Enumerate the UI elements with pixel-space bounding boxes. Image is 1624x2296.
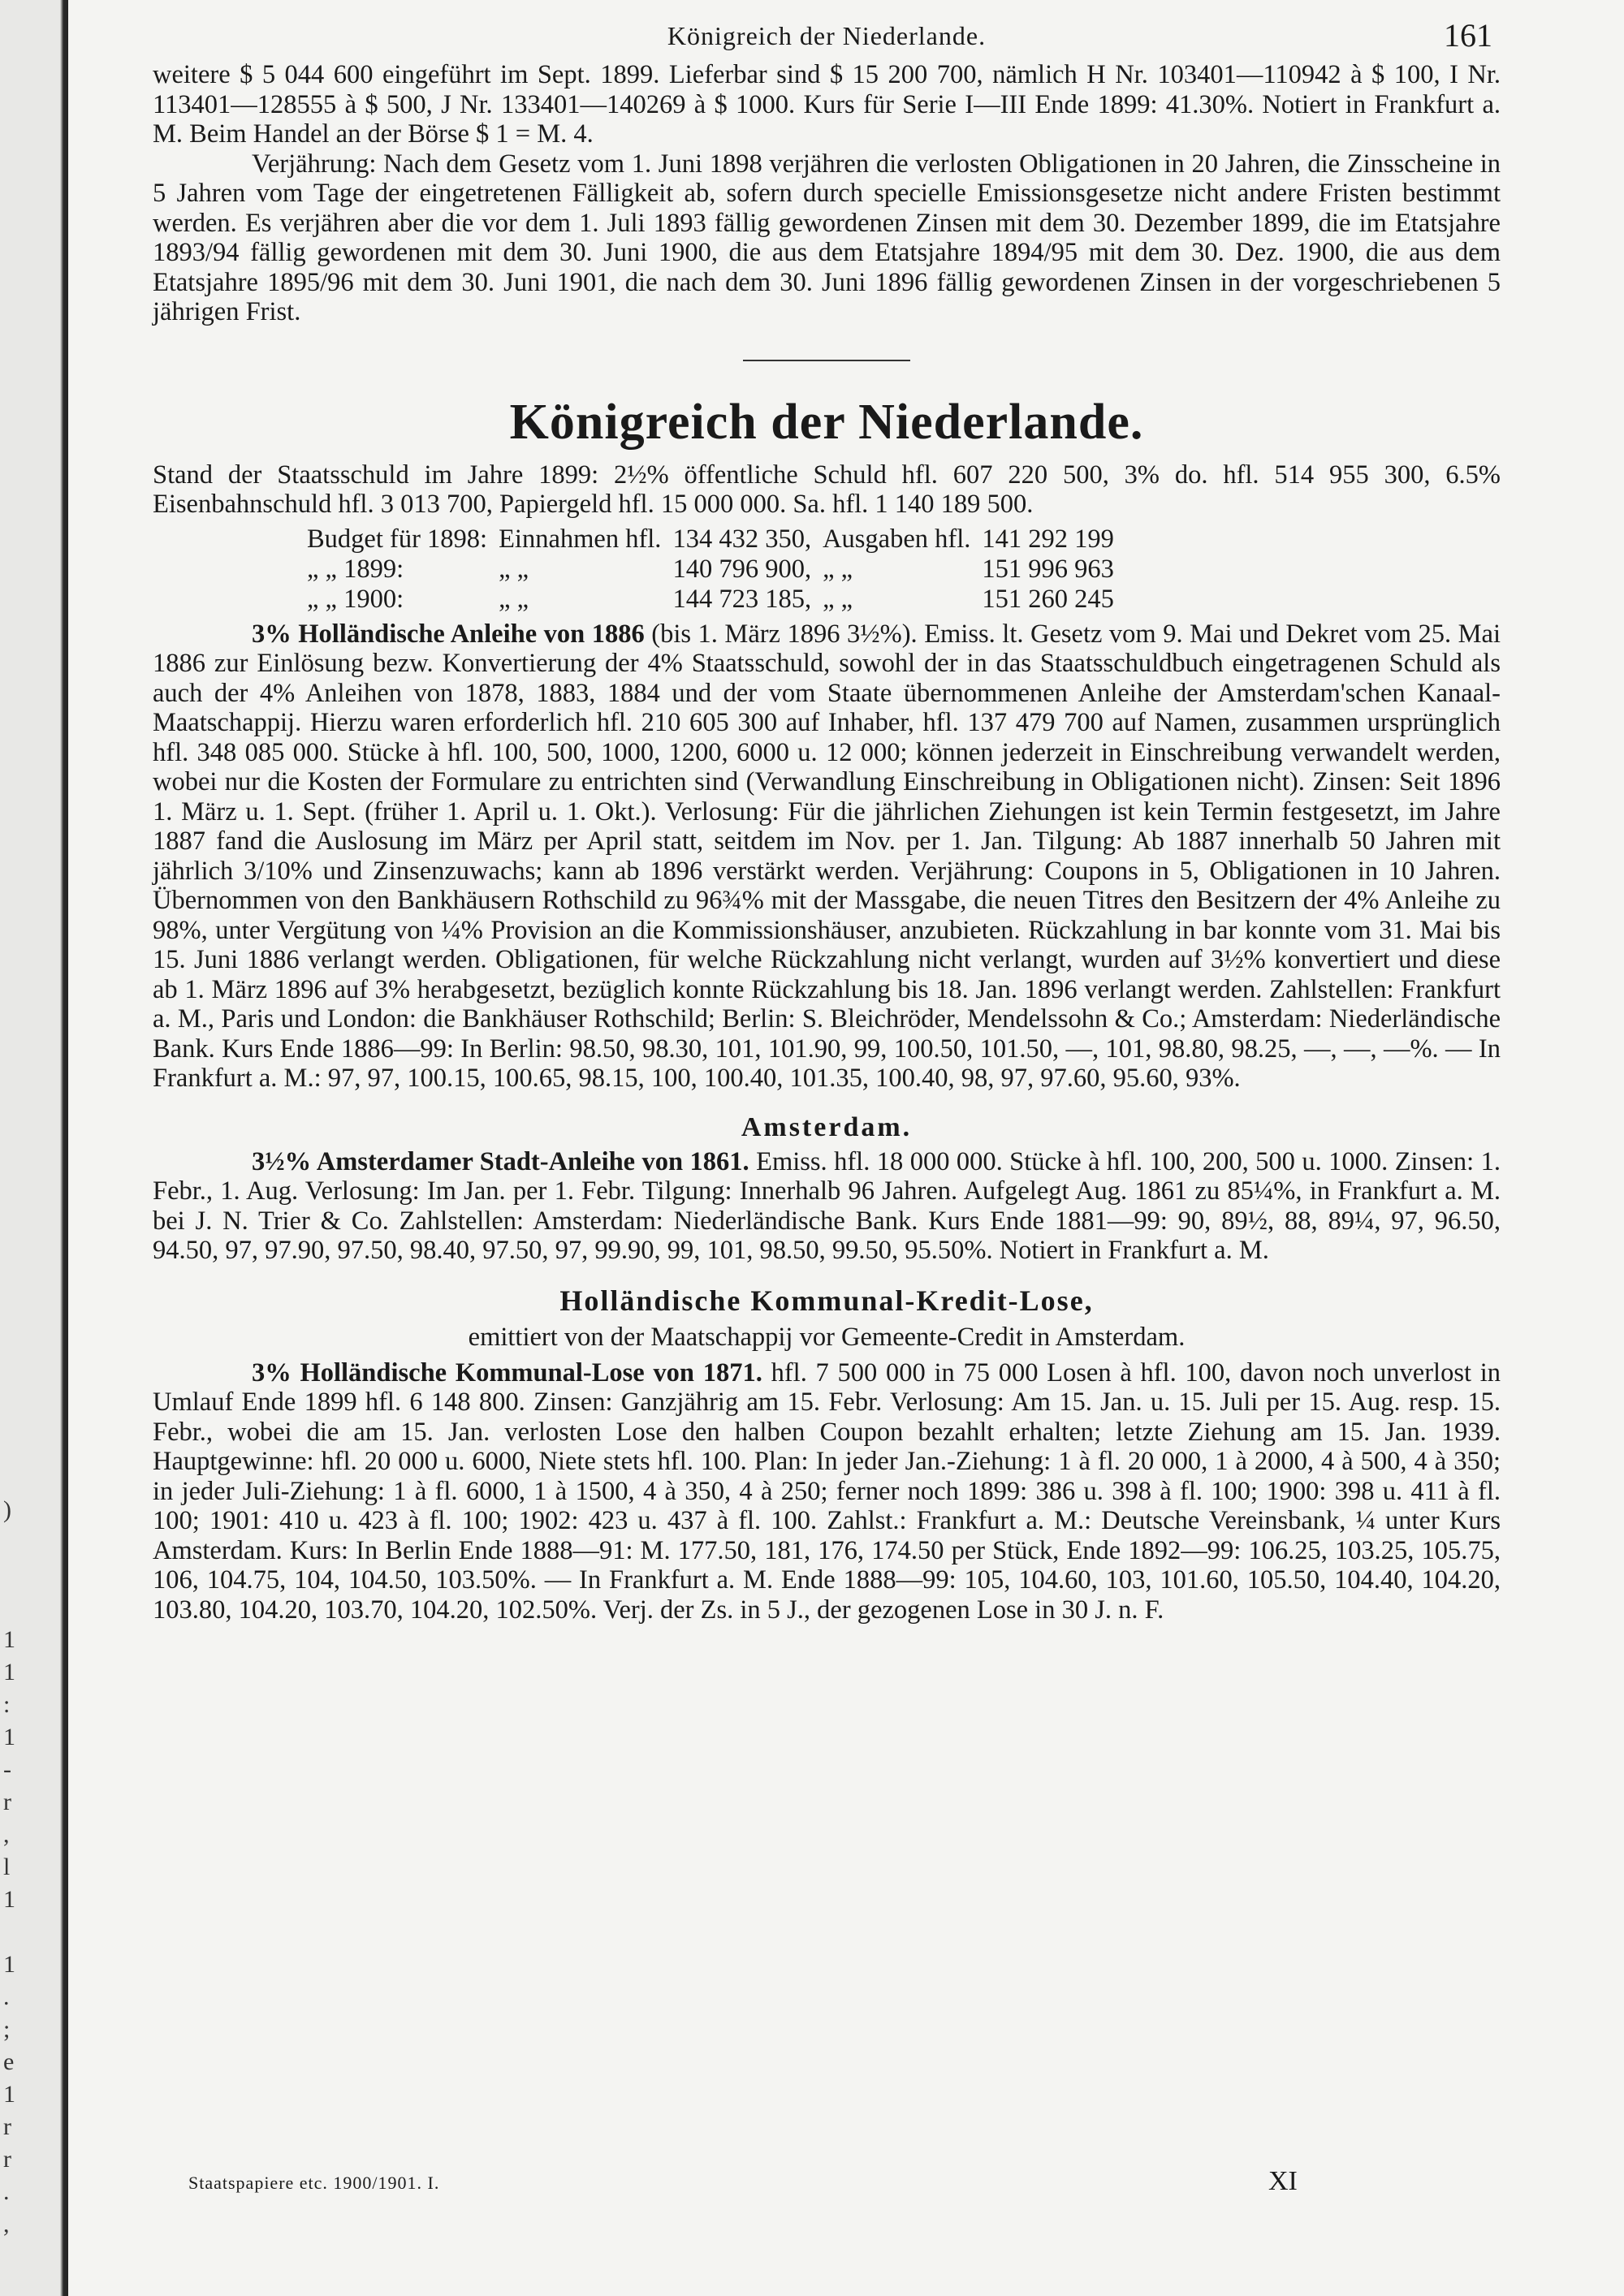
footer-signature: XI [1268,2166,1298,2196]
margin-fragment [3,1526,28,1559]
budget-expense-value: 151 260 245 [982,584,1114,614]
budget-expense-label: „ „ [823,554,853,584]
entry-lead: 3% Holländische Kommunal-Lose von 1871. [252,1357,762,1388]
margin-fragment: ; [3,2016,11,2043]
entry-lead: 3% Holländische Anleihe von 1886 [252,619,645,649]
paragraph-anleihe-1886 [153,619,1501,1094]
page [153,15,1501,1625]
running-title: Königreich der Niederlande. [667,21,987,50]
margin-fragment: ) [3,1496,11,1523]
entry-text: Emiss. hfl. 18 000 000. Stücke à hfl. 100, 200, 500 u. 1000. Zinsen: 1. Febr., 1. Aug. Verlosung: Im Jan. per 1. Febr. Tilgung: Innerhalb 96 Jahren. Aufgelegt Aug. 1861 zu 85¼%, in Frankfurt a. M. bei J. N. Trier & Co. Zahlstellen: Amsterdam: Niederländische Bank. Kurs Ende 1881—99: 90, 89½, 88, 89¼, 97, 96.50, 94.50, 97, 97.90, 97.50, 98.40, 97.50, 97, 99.90, 99, 101, 98.50, 99.50, 95.50%. Notiert in Frankfurt a. M. [153,1146,1501,1265]
budget-expense-label: Ausgaben hfl. [823,524,971,554]
margin-fragment: , [3,2211,10,2238]
budget-row [307,555,1125,585]
margin-fragment [3,1559,28,1591]
budget-year-label: „ „ 1899: [307,554,404,584]
entry-text: hfl. 7 500 000 in 75 000 Losen à hfl. 100, davon noch unverlost in Umlauf Ende 1899 hfl. 6 148 800. Zinsen: Ganzjährig am 15. Febr. Verlosung: Am 15. Jan. u. 15. Juli per 15. Aug. resp. 15. Febr., wobei die am 15. Jan. verlosten Lose den halben Coupon bezahlt erhalten; letzte Ziehung am 15. Jan. 1939. Hauptgewinne: hfl. 20 000 u. 6000, Niete stets hfl. 100. Plan: In jeder Jan.-Ziehung: 1 à fl. 20 000, 1 à 2000, 4 à 500, 4 à 350; in jeder Juli-Ziehung: 1 à fl. 6000, 1 à 1500, 4 à 350, 4 à 250; ferner noch 1899: 386 u. 398 à fl. 100; 1900: 398 u. 411 à fl. 100; 1901: 410 u. 423 à fl. 100; 1902: 423 u. 437 à fl. 100. Zahlst.: Frankfurt a. M.: Deutsche Vereinsbank, ¼ unter Kurs Amsterdam. Kurs: In Berlin Ende 1888—91: M. 177.50, 181, 176, 174.50 per Stück, Ende 1892—99: 106.25, 103.25, 105.75, 106, 104.75, 104, 104.50, 103.50%. — In Frankfurt a. M. Ende 1888—99: 105, 104.60, 103, 101.60, 105.50, 104.40, 104.20, 103.80, 104.20, 103.70, 104.20, 102.50%. Verj. der Zs. in 5 J., der gezogenen Lose in 30 J. n. F. [153,1357,1501,1625]
subsection-heading-kommunal-lose: Holländische Kommunal-Kredit-Lose, [559,1284,1094,1317]
subsection-subtitle: emittiert von der Maatschappij vor Gemeente-Credit in Amsterdam. [468,1322,1186,1352]
margin-fragment: - [3,1756,11,1783]
paragraph-amsterdam-1861 [153,1147,1501,1266]
section-divider [743,360,910,361]
budget-income-label: „ „ [499,554,529,584]
page-footer [188,2166,1406,2215]
margin-fragment: 1 [3,2081,15,2108]
running-head [153,15,1501,60]
paragraph-kommunal-lose-1871 [153,1358,1501,1625]
paragraph-dollar-bonds: weitere $ 5 044 600 eingeführt im Sept. 1899. Lieferbar sind $ 15 200 700, nämlich H Nr. 103401—110942 à $ 100, I Nr. 113401—128555 à $ 500, J Nr. 133401—140269 à $ 1000. Kurs für Serie I—III Ende 1899: 41.30%. Notiert in Frankfurt a. M. Beim Handel an der Börse $ 1 = M. 4. [153,60,1501,149]
margin-fragment [3,1916,28,1949]
facing-page-fragments [3,1494,28,2241]
margin-fragment: r [3,1789,11,1815]
margin-fragment: r [3,2146,11,2173]
margin-fragment: : [3,1691,11,1718]
budget-income-value: 144 723 185, [672,584,812,614]
budget-income-label: Einnahmen hfl. [499,524,662,554]
margin-fragment: e [3,2048,15,2075]
budget-year-label: „ „ 1900: [307,584,404,614]
margin-fragment: r [3,2113,11,2140]
margin-fragment: 1 [3,1724,15,1750]
budget-income-value: 140 796 900, [672,554,812,584]
paragraph-stand-der-staatsschuld: Stand der Staatsschuld im Jahre 1899: 2½% öffentliche Schuld hfl. 607 220 500, 3% do. hfl. 514 955 300, 6.5% Eisenbahnschuld hfl. 3 013 700, Papiergeld hfl. 15 000 000. Sa. hfl. 1 140 189 500. [153,460,1501,519]
margin-fragment: 1 [3,1951,15,1978]
budget-income-label: „ „ [499,584,529,614]
margin-fragment: . [3,2178,10,2205]
budget-row [307,524,1125,555]
budget-row [307,585,1125,615]
footer-source: Staatspapiere etc. 1900/1901. I. [188,2173,440,2193]
entry-lead: 3½% Amsterdamer Stadt-Anleihe von 1861. [252,1146,749,1176]
section-title: Königreich der Niederlande. [509,394,1144,450]
paragraph-verjaehrung: Verjährung: Nach dem Gesetz vom 1. Juni 1898 verjähren die verlosten Obligationen in 20 Jahren, die Zinsscheine in 5 Jahren vom Tage der eingetretenen Fälligkeit ab, sofern durch specielle Emissionsgesetze nicht andere Fristen bestimmt werden. Es verjähren aber die vor dem 1. Juli 1893 fällig gewordenen Zinsen mit dem 30. Dezember 1899, die im Etatsjahre 1893/94 fällig gewordenen mit dem 30. Juni 1900, die aus dem Etatsjahre 1894/95 mit dem 30. Dez. 1900, die aus dem Etatsjahre 1895/96 mit dem 30. Juni 1901, die nach dem 30. Juni 1896 fällig gewordenen Zinsen in der vorgeschriebenen 5 jährigen Frist. [153,149,1501,326]
subsection-heading-amsterdam: Amsterdam. [741,1111,913,1142]
entry-text: (bis 1. März 1896 3½%). Emiss. lt. Gesetz vom 9. Mai und Dekret vom 25. Mai 1886 zur Einlösung bezw. Konvertierung der 4% Staatsschuld, sowohl der in das Staatsschuldbuch eingetragenen Schuld als auch der 4% Anleihen von 1878, 1883, 1884 und der vom Staate übernommenen Anleihe der Amsterdam'schen Kanaal-Maatschappij. Hierzu waren erforderlich hfl. 210 605 300 auf Inhaber, hfl. 137 479 700 auf Namen, zusammen ursprünglich hfl. 348 085 000. Stücke à hfl. 100, 500, 1000, 1200, 6000 u. 12 000; können jederzeit in Einschreibung verwandelt werden, wobei nur die Kosten der Formulare zu entrichten sind (Verwandlung Einschreibung in Obligationen nicht). Zinsen: Seit 1896 1. März u. 1. Sept. (früher 1. April u. 1. Okt.). Verlosung: Für die jährlichen Ziehungen ist kein Termin festgesetzt, im Jahre 1887 fand die Auslosung im März per April statt, seitdem im Nov. per 1. Jan. Tilgung: Ab 1887 innerhalb 50 Jahren mit jährlich 3/10% und Zinsenzuwachs; kann ab 1896 verstärkt werden. Verjährung: Coupons in 5, Obligationen in 10 Jahren. Übernommen von den Bankhäusern Rothschild zu 96¾% mit der Massgabe, die neuen Titres den Besitzern der 4% Anleihe zu 98%, unter Vergütung von ¼% Provision an die Kommissionshäuser, anzubieten. Rückzahlung in bar konnte vom 31. Mai bis 15. Juni 1886 verlangt werden. Obligationen, für welche Rückzahlung nicht verlangt, wurden auf 3½% konvertiert und diese ab 1. März 1896 auf 3% herabgesetzt, bezüglich konnte Rückzahlung bis 18. Jan. 1896 verlangt werden. Zahlstellen: Frankfurt a. M., Paris und London: die Bankhäuser Rothschild; Berlin: S. Bleichröder, Mendelssohn & Co.; Amsterdam: Niederländische Bank. Kurs Ende 1886—99: In Berlin: 98.50, 98.30, 101, 101.90, 99, 100.50, 101.50, —, 101, 98.80, 98.25, —, —, —%. — In Frankfurt a. M.: 97, 97, 100.15, 100.65, 98.15, 100, 100.40, 101.35, 100.40, 98, 97, 97.60, 95.60, 93%. [153,619,1501,1093]
budget-expense-label: „ „ [823,584,853,614]
margin-fragment: , [3,1821,10,1848]
page-number: 161 [1444,17,1492,54]
budget-expense-value: 141 292 199 [982,524,1114,554]
margin-fragment: . [3,1983,10,2010]
margin-fragment [3,1591,28,1624]
budget-year-label: Budget für 1898: [307,524,488,554]
budget-table [307,524,1125,615]
margin-fragment: l [3,1854,11,1880]
margin-fragment: 1 [3,1886,15,1913]
margin-fragment: 1 [3,1659,15,1685]
margin-fragment: 1 [3,1626,15,1653]
budget-expense-value: 151 996 963 [982,554,1114,584]
budget-income-value: 134 432 350, [672,524,812,554]
